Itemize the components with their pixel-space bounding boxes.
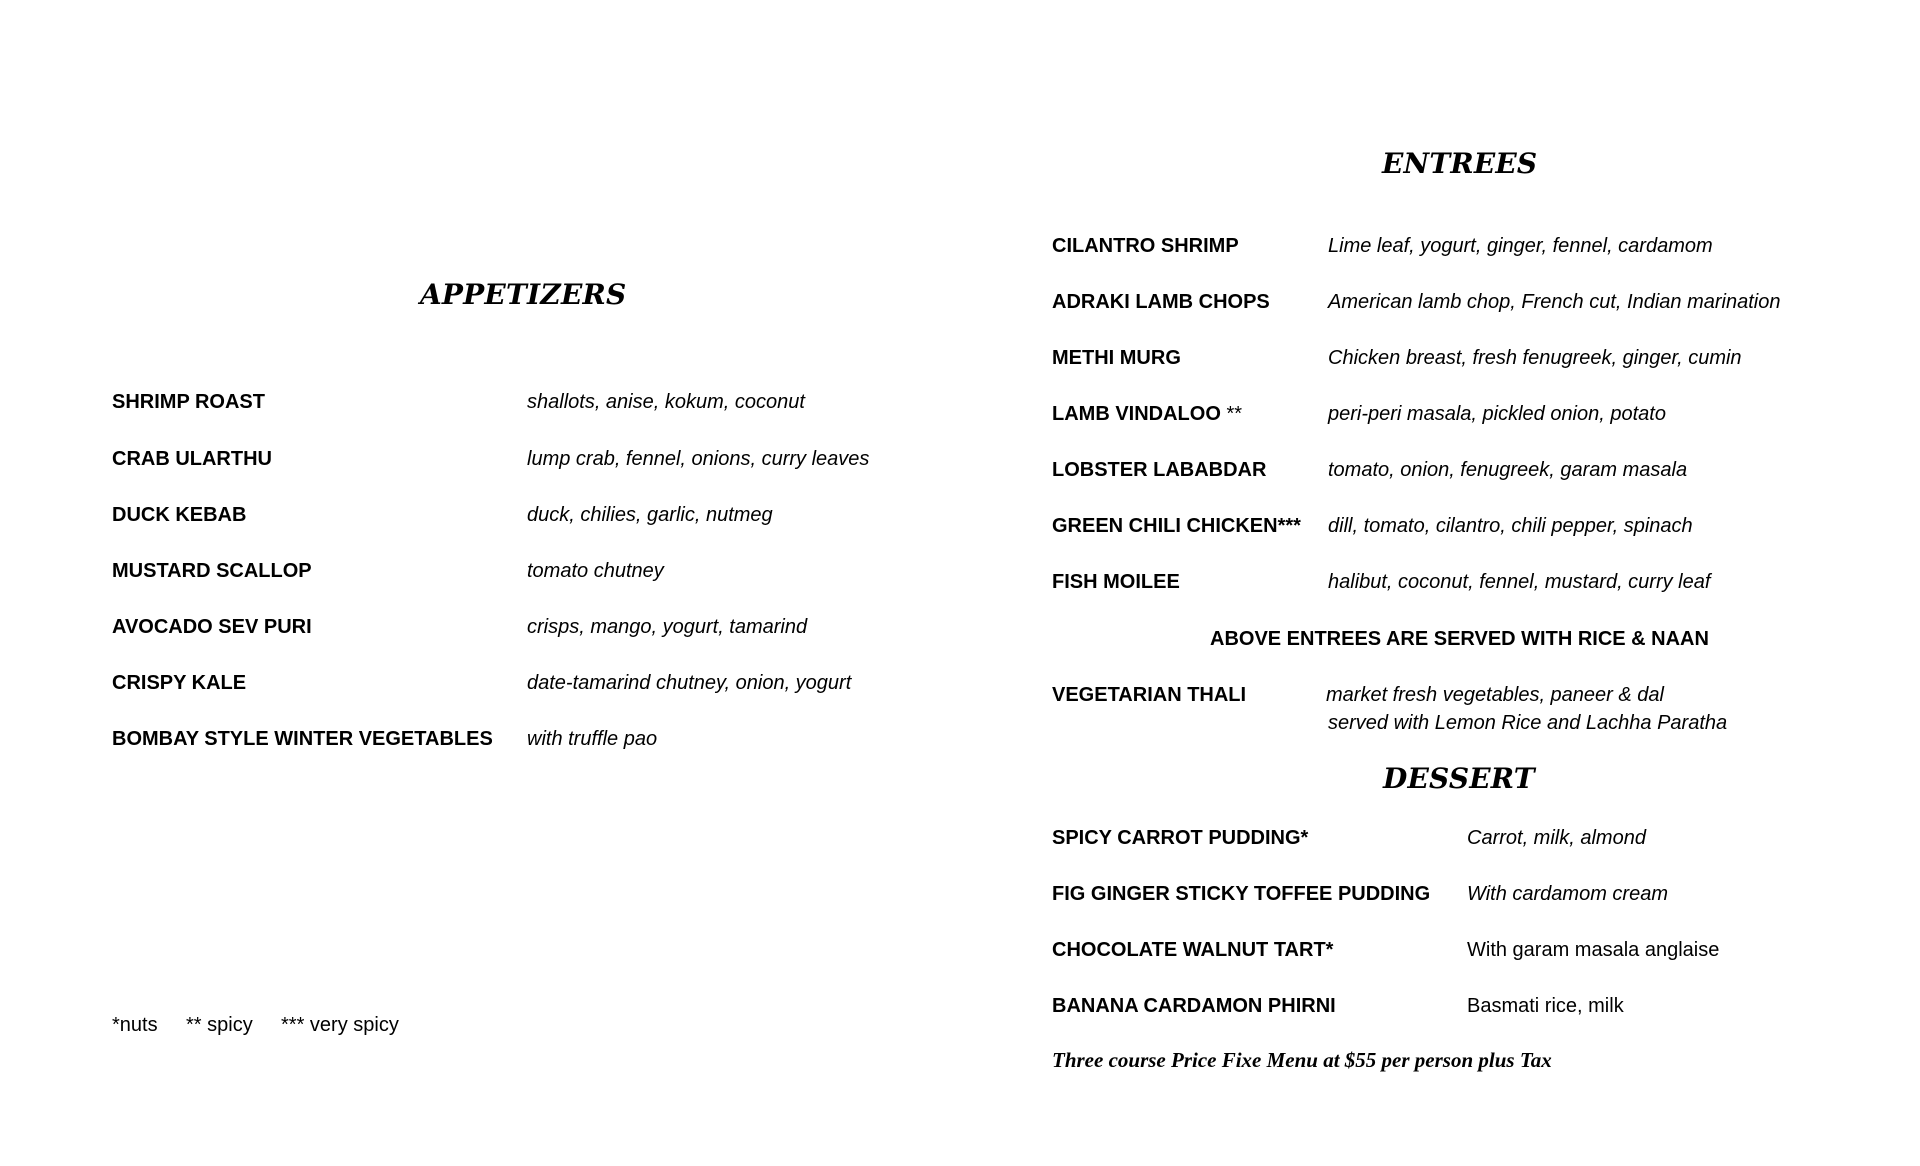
appetizers-heading: APPETIZERS <box>420 278 627 311</box>
entree-name-lamb-vindaloo <box>1052 404 1242 424</box>
appetizer-name-duck-kebab: DUCK KEBAB <box>112 504 247 526</box>
entree-name-fish-moilee: FISH MOILEE <box>1052 571 1180 593</box>
entree-name-lamb-vindaloo-text: LAMB VINDALOO <box>1052 403 1221 425</box>
dessert-name-chocolate-walnut-tart: CHOCOLATE WALNUT TART* <box>1052 939 1334 961</box>
appetizer-desc-shrimp-roast: shallots, anise, kokum, coconut <box>527 391 805 413</box>
appetizer-desc-crispy-kale: date-tamarind chutney, onion, yogurt <box>527 672 852 694</box>
legend-very-spicy: *** very spicy <box>281 1014 399 1036</box>
appetizer-name-shrimp-roast: SHRIMP ROAST <box>112 391 265 413</box>
appetizer-name-mustard-scallop: MUSTARD SCALLOP <box>112 560 312 582</box>
entree-name-cilantro-shrimp: CILANTRO SHRIMP <box>1052 235 1239 257</box>
appetizer-name-crab-ularthu: CRAB ULARTHU <box>112 448 272 470</box>
appetizer-name-avocado-sev-puri: AVOCADO SEV PURI <box>112 616 312 638</box>
appetizer-desc-bombay-style-winter-vegetables: with truffle pao <box>527 728 658 750</box>
appetizer-desc-duck-kebab: duck, chilies, garlic, nutmeg <box>527 504 773 526</box>
dessert-name-fig-ginger-sticky-toffee-pudding: FIG GINGER STICKY TOFFEE PUDDING <box>1052 883 1431 905</box>
entree-desc-vegetarian-thali-line2: served with Lemon Rice and Lachha Paratha <box>1328 712 1728 734</box>
appetizer-desc-mustard-scallop: tomato chutney <box>527 560 664 582</box>
dessert-desc-chocolate-walnut-tart: With garam masala anglaise <box>1467 939 1720 961</box>
entree-desc-vegetarian-thali-line1: market fresh vegetables, paneer & dal <box>1326 684 1664 706</box>
entree-name-lobster-lababdar: LOBSTER LABABDAR <box>1052 459 1267 481</box>
appetizer-name-crispy-kale: CRISPY KALE <box>112 672 247 694</box>
appetizer-name-bombay-style-winter-vegetables: BOMBAY STYLE WINTER VEGETABLES <box>112 728 493 750</box>
price-fixe-note: Three course Price Fixe Menu at $55 per person plus Tax <box>1052 1048 1552 1072</box>
entree-desc-fish-moilee: halibut, coconut, fennel, mustard, curry leaf <box>1328 571 1711 593</box>
appetizer-desc-avocado-sev-puri: crisps, mango, yogurt, tamarind <box>527 616 808 638</box>
dessert-heading: DESSERT <box>1383 762 1535 795</box>
entree-desc-cilantro-shrimp: Lime leaf, yogurt, ginger, fennel, cardamom <box>1328 235 1713 257</box>
entree-spice-marker-lamb-vindaloo: ** <box>1226 403 1243 425</box>
entrees-heading: ENTREES <box>1382 147 1538 180</box>
entree-desc-adraki-lamb-chops: American lamb chop, French cut, Indian marination <box>1328 291 1781 313</box>
dessert-desc-banana-cardamon-phirni: Basmati rice, milk <box>1467 995 1624 1017</box>
entree-name-vegetarian-thali: VEGETARIAN THALI <box>1052 684 1247 706</box>
entree-desc-methi-murg: Chicken breast, fresh fenugreek, ginger, cumin <box>1328 347 1742 369</box>
dessert-desc-spicy-carrot-pudding: Carrot, milk, almond <box>1467 827 1646 849</box>
entree-name-adraki-lamb-chops: ADRAKI LAMB CHOPS <box>1052 291 1270 313</box>
dessert-desc-fig-ginger-sticky-toffee-pudding: With cardamom cream <box>1467 883 1668 905</box>
entree-name-methi-murg: METHI MURG <box>1052 347 1181 369</box>
legend-spicy: ** spicy <box>186 1014 253 1036</box>
entrees-served-with-note: ABOVE ENTREES ARE SERVED WITH RICE & NAAN <box>1210 628 1709 650</box>
entree-desc-lobster-lababdar: tomato, onion, fenugreek, garam masala <box>1328 459 1688 481</box>
entree-name-green-chili-chicken: GREEN CHILI CHICKEN*** <box>1052 515 1301 537</box>
appetizer-desc-crab-ularthu: lump crab, fennel, onions, curry leaves <box>527 448 870 470</box>
dessert-name-banana-cardamon-phirni: BANANA CARDAMON PHIRNI <box>1052 995 1336 1017</box>
dessert-name-spicy-carrot-pudding: SPICY CARROT PUDDING* <box>1052 827 1309 849</box>
entree-desc-lamb-vindaloo: peri-peri masala, pickled onion, potato <box>1328 403 1666 425</box>
entree-desc-green-chili-chicken: dill, tomato, cilantro, chili pepper, spinach <box>1328 515 1693 537</box>
legend-nuts: *nuts <box>112 1014 158 1036</box>
